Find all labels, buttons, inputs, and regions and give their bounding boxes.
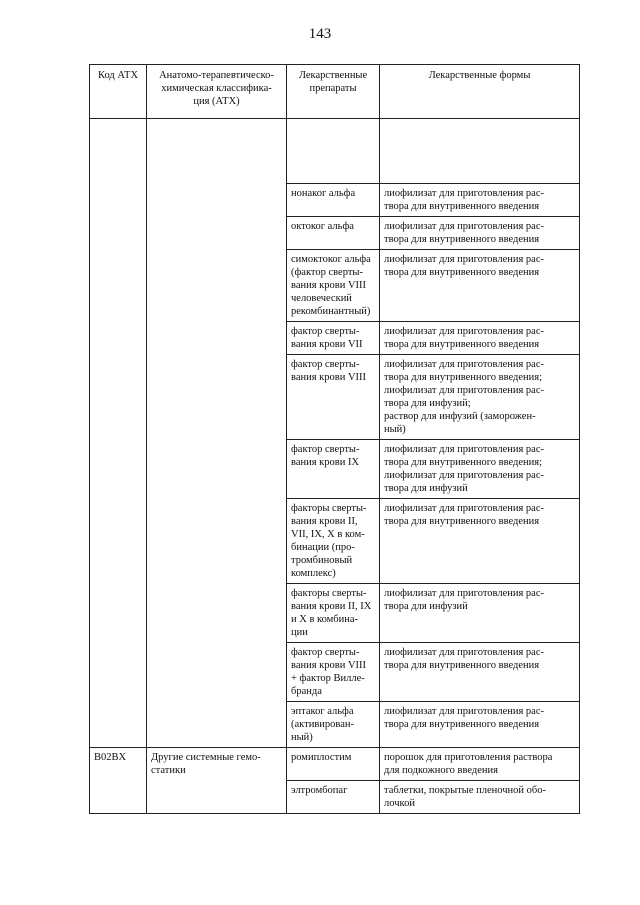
drug-cell: нонаког альфа [287,184,380,217]
drug-cell: октоког альфа [287,217,380,250]
form-cell: лиофилизат для приготовления рас- твора для внутривенного введения [380,184,580,217]
header-atc-code: Код АТХ [90,65,147,119]
form-cell: лиофилизат для приготовления рас- твора для внутривенного введения; лиофилизат для приготовления рас- твора для инфузий [380,440,580,499]
drug-cell: фактор сверты- вания крови VII [287,322,380,355]
table-row [90,748,580,781]
form-cell: лиофилизат для приготовления рас- твора для инфузий [380,584,580,643]
form-cell: лиофилизат для приготовления рас- твора для внутривенного введения [380,499,580,584]
header-atc-classification: Анатомо-терапевтическо- химическая классифика- ция (АТХ) [147,65,287,119]
drug-cell: фактор сверты- вания крови VIII [287,355,380,440]
atc-classification-cell: Другие системные гемо- статики [147,748,287,814]
form-cell: порошок для приготовления раствора для подкожного введения [380,748,580,781]
form-cell: лиофилизат для приготовления рас- твора для внутривенного введения [380,250,580,322]
drug-cell: фактор сверты- вания крови IX [287,440,380,499]
table-row-blank [90,119,580,184]
form-cell: лиофилизат для приготовления рас- твора для внутривенного введения; лиофилизат для приготовления рас- твора для инфузий; раствор для инфузий (заморожен- ный) [380,355,580,440]
table-header-row [90,65,580,119]
drug-cell: эптаког альфа (активирован- ный) [287,702,380,748]
atc-drug-table [89,64,580,814]
drug-cell [287,119,380,184]
form-cell [380,119,580,184]
header-dosage-forms: Лекарственные формы [380,65,580,119]
drug-cell: фактор сверты- вания крови VIII + фактор Вилле- бранда [287,643,380,702]
drug-cell: симоктоког альфа (фактор сверты- вания крови VIII человеческий рекомбинантный) [287,250,380,322]
drug-cell: факторы сверты- вания крови II, IX и X в комбина- ции [287,584,380,643]
page-number: 143 [308,26,332,42]
header-drugs: Лекарственные препараты [287,65,380,119]
form-cell: лиофилизат для приготовления рас- твора для внутривенного введения [380,322,580,355]
code-cell [90,119,147,748]
classification-cell [147,119,287,748]
atc-code-cell: B02BX [90,748,147,814]
form-cell: лиофилизат для приготовления рас- твора для внутривенного введения [380,643,580,702]
form-cell: лиофилизат для приготовления рас- твора для внутривенного введения [380,217,580,250]
form-cell: таблетки, покрытые пленочной обо- лочкой [380,781,580,814]
table-body [90,119,580,814]
drug-cell: факторы сверты- вания крови II, VII, IX, X в ком- бинации (про- тромбиновый комплекс) [287,499,380,584]
form-cell: лиофилизат для приготовления рас- твора для внутривенного введения [380,702,580,748]
drug-cell: элтромбопаг [287,781,380,814]
drug-cell: ромиплостим [287,748,380,781]
